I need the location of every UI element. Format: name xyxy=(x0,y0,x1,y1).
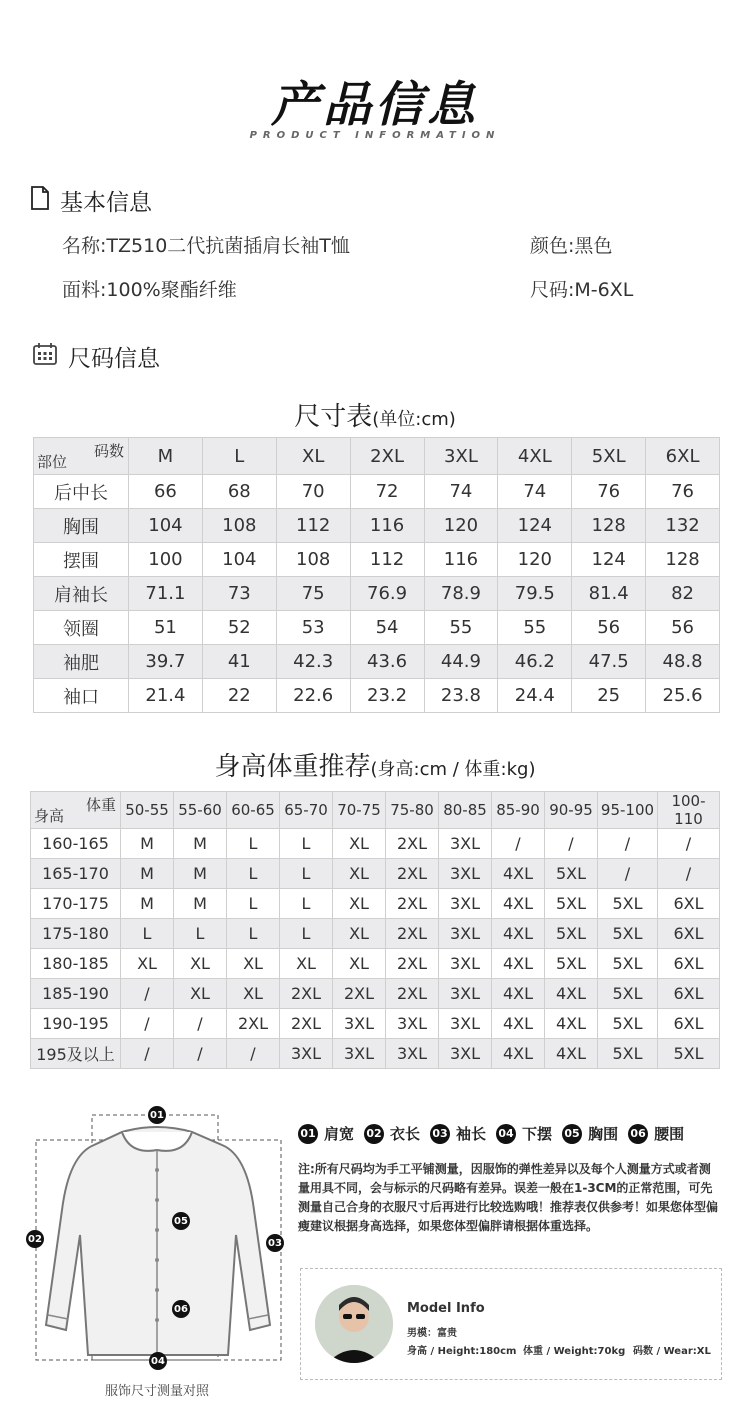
table-cell: 5XL xyxy=(598,949,658,979)
table-row xyxy=(31,1009,720,1039)
model-height: 身高 / Height:180cm xyxy=(407,1346,517,1357)
table-cell: 47.5 xyxy=(572,645,646,679)
table-cell: L xyxy=(280,889,333,919)
table-cell: 5XL xyxy=(545,859,598,889)
table-cell: XL xyxy=(121,949,174,979)
row-label: 170-175 xyxy=(31,889,121,919)
marker-05: 05 xyxy=(172,1212,190,1230)
table-cell: 4XL xyxy=(492,919,545,949)
table-cell: 51 xyxy=(129,611,203,645)
table-cell: L xyxy=(280,919,333,949)
corner-label-bottom: 部位 xyxy=(37,453,68,471)
table-cell: 52 xyxy=(202,611,276,645)
table-cell: / xyxy=(227,1039,280,1069)
table-cell: 116 xyxy=(350,509,424,543)
table-cell: 43.6 xyxy=(350,645,424,679)
column-header: 90-95 xyxy=(545,792,598,829)
table-cell: 2XL xyxy=(333,979,386,1009)
table-cell: 3XL xyxy=(280,1039,333,1069)
table-cell: 39.7 xyxy=(129,645,203,679)
table-cell: 4XL xyxy=(492,1039,545,1069)
measurement-note: 注:所有尺码均为手工平铺测量，因服饰的弹性差异以及每个人测量方式或者测量用具不同，会与标示的尺码略有差异。误差一般在1-3CM的正常范围，可先测量自己合身的衣服尺寸后再进行比较选购哦！推荐表仅供参考！如果您体型偏瘦建议根据身高选择，如果您体型偏胖请根据体重选择。 xyxy=(298,1162,719,1233)
marker-04: 04 xyxy=(149,1352,167,1370)
table-cell: M xyxy=(121,829,174,859)
table-cell: M xyxy=(121,859,174,889)
table-row xyxy=(34,679,720,713)
table-cell: 128 xyxy=(646,543,720,577)
product-color: 颜色:黑色 xyxy=(530,235,613,257)
diagram-caption: 服饰尺寸测量对照 xyxy=(104,1384,209,1399)
table-cell: 3XL xyxy=(439,829,492,859)
table-cell: / xyxy=(121,1009,174,1039)
table-row xyxy=(31,889,720,919)
corner-label-top: 体重 xyxy=(85,796,116,814)
table-cell: 128 xyxy=(572,509,646,543)
table-cell: 2XL xyxy=(386,949,439,979)
table-cell: 82 xyxy=(646,577,720,611)
table-cell: L xyxy=(227,919,280,949)
table-cell: 56 xyxy=(572,611,646,645)
row-label: 肩袖长 xyxy=(34,577,129,611)
table-cell: 108 xyxy=(202,509,276,543)
table-cell: 76 xyxy=(572,475,646,509)
table-cell: 56 xyxy=(646,611,720,645)
row-label: 胸围 xyxy=(34,509,129,543)
table-cell: / xyxy=(598,859,658,889)
table-cell: 6XL xyxy=(658,889,720,919)
table-row xyxy=(31,829,720,859)
table-cell: / xyxy=(658,829,720,859)
row-label: 180-185 xyxy=(31,949,121,979)
table-cell: 5XL xyxy=(658,1039,720,1069)
table-cell: 3XL xyxy=(439,949,492,979)
table-cell: 54 xyxy=(350,611,424,645)
table-cell: 112 xyxy=(276,509,350,543)
table-cell: 3XL xyxy=(386,1039,439,1069)
size-table-unit: (单位:cm) xyxy=(372,409,456,430)
table-cell: 2XL xyxy=(386,859,439,889)
table-cell: / xyxy=(174,1009,227,1039)
rec-table-unit: (身高:cm / 体重:kg) xyxy=(370,759,536,780)
table-cell: / xyxy=(492,829,545,859)
table-cell: 46.2 xyxy=(498,645,572,679)
table-cell: 3XL xyxy=(439,919,492,949)
basic-info-title: 基本信息 xyxy=(60,190,152,216)
table-cell: 3XL xyxy=(439,889,492,919)
row-label: 袖肥 xyxy=(34,645,129,679)
table-cell: XL xyxy=(227,979,280,1009)
legend-item: 02 衣长 xyxy=(364,1123,420,1144)
table-cell: 132 xyxy=(646,509,720,543)
table-cell: 24.4 xyxy=(498,679,572,713)
table-cell: 2XL xyxy=(227,1009,280,1039)
table-row xyxy=(34,611,720,645)
shirt-diagram xyxy=(22,1100,292,1380)
table-cell: 48.8 xyxy=(646,645,720,679)
table-cell: L xyxy=(280,829,333,859)
table-cell: 2XL xyxy=(386,829,439,859)
legend-item: 05 胸围 xyxy=(562,1123,618,1144)
table-cell: 53 xyxy=(276,611,350,645)
table-cell: 22.6 xyxy=(276,679,350,713)
marker-01: 01 xyxy=(148,1106,166,1124)
column-header: 2XL xyxy=(350,438,424,475)
table-cell: M xyxy=(174,859,227,889)
table-cell: 4XL xyxy=(545,1009,598,1039)
table-cell: 5XL xyxy=(598,889,658,919)
table-cell: XL xyxy=(227,949,280,979)
table-cell: / xyxy=(598,829,658,859)
table-cell: XL xyxy=(333,919,386,949)
table-cell: 71.1 xyxy=(129,577,203,611)
table-cell: 74 xyxy=(498,475,572,509)
table-cell: 4XL xyxy=(545,1039,598,1069)
table-cell: 25 xyxy=(572,679,646,713)
table-cell: 5XL xyxy=(598,979,658,1009)
row-label: 袖口 xyxy=(34,679,129,713)
table-cell: 3XL xyxy=(333,1039,386,1069)
table-cell: 4XL xyxy=(492,979,545,1009)
table-row xyxy=(31,859,720,889)
legend-num: 02 xyxy=(364,1124,384,1144)
legend-num: 05 xyxy=(562,1124,582,1144)
legend-item: 06 腰围 xyxy=(628,1123,684,1144)
legend-num: 06 xyxy=(628,1124,648,1144)
table-cell: 74 xyxy=(424,475,498,509)
column-header: 80-85 xyxy=(439,792,492,829)
table-header-row xyxy=(31,792,720,829)
row-label: 后中长 xyxy=(34,475,129,509)
table-cell: 6XL xyxy=(658,919,720,949)
table-cell: 2XL xyxy=(386,979,439,1009)
column-header: 5XL xyxy=(572,438,646,475)
column-header: 55-60 xyxy=(174,792,227,829)
row-label: 185-190 xyxy=(31,979,121,1009)
table-cell: / xyxy=(174,1039,227,1069)
table-cell: 4XL xyxy=(492,859,545,889)
row-label: 160-165 xyxy=(31,829,121,859)
page-subtitle: PRODUCT INFORMATION xyxy=(249,130,501,141)
basic-info-heading xyxy=(30,184,152,217)
table-cell: 5XL xyxy=(545,919,598,949)
table-cell: 5XL xyxy=(545,889,598,919)
model-name: 男模：富贵 xyxy=(407,1328,457,1339)
row-label: 175-180 xyxy=(31,919,121,949)
product-size: 尺码:M-6XL xyxy=(530,279,634,301)
row-label: 190-195 xyxy=(31,1009,121,1039)
table-cell: 73 xyxy=(202,577,276,611)
table-cell: / xyxy=(121,979,174,1009)
column-header: 65-70 xyxy=(280,792,333,829)
row-label: 195及以上 xyxy=(31,1039,121,1069)
table-cell: 76.9 xyxy=(350,577,424,611)
table-cell: 2XL xyxy=(386,919,439,949)
table-cell: / xyxy=(545,829,598,859)
column-header: 50-55 xyxy=(121,792,174,829)
table-cell: 3XL xyxy=(439,979,492,1009)
column-header: 6XL xyxy=(646,438,720,475)
table-cell: 120 xyxy=(498,543,572,577)
table-row xyxy=(31,949,720,979)
measurement-diagram xyxy=(22,1100,292,1400)
column-header: 70-75 xyxy=(333,792,386,829)
table-cell: 108 xyxy=(276,543,350,577)
column-header: 75-80 xyxy=(386,792,439,829)
size-info-heading xyxy=(32,340,160,373)
product-name: 名称:TZ510二代抗菌插肩长袖T恤 xyxy=(62,235,350,257)
table-cell: L xyxy=(227,889,280,919)
table-cell: 116 xyxy=(424,543,498,577)
table-corner xyxy=(34,438,129,475)
table-cell: 124 xyxy=(572,543,646,577)
table-cell: 3XL xyxy=(386,1009,439,1039)
column-header: 100-110 xyxy=(658,792,720,829)
table-cell: 44.9 xyxy=(424,645,498,679)
model-info-title: Model Info xyxy=(407,1301,485,1316)
table-cell: 3XL xyxy=(439,1039,492,1069)
table-cell: L xyxy=(227,859,280,889)
measurement-legend xyxy=(298,1123,728,1144)
table-row xyxy=(34,543,720,577)
table-cell: XL xyxy=(174,949,227,979)
table-cell: 2XL xyxy=(280,1009,333,1039)
table-cell: 76 xyxy=(646,475,720,509)
table-cell: 3XL xyxy=(333,1009,386,1039)
column-header: 95-100 xyxy=(598,792,658,829)
model-wear: 码数 / Wear:XL xyxy=(633,1346,711,1357)
table-cell: 23.8 xyxy=(424,679,498,713)
row-label: 165-170 xyxy=(31,859,121,889)
table-row xyxy=(34,475,720,509)
rec-table xyxy=(30,791,720,1069)
table-cell: 2XL xyxy=(280,979,333,1009)
table-cell: 5XL xyxy=(545,949,598,979)
page-title: 产品信息 xyxy=(270,77,479,133)
table-cell: 4XL xyxy=(492,1009,545,1039)
column-header: 85-90 xyxy=(492,792,545,829)
marker-03: 03 xyxy=(266,1234,284,1252)
table-cell: 124 xyxy=(498,509,572,543)
table-cell: 6XL xyxy=(658,979,720,1009)
legend-item: 01 肩宽 xyxy=(298,1123,354,1144)
table-cell: 6XL xyxy=(658,949,720,979)
table-row xyxy=(31,919,720,949)
rec-table-title: 身高体重推荐(身高:cm / 体重:kg) xyxy=(214,752,536,782)
table-cell: 25.6 xyxy=(646,679,720,713)
size-table-title: 尺寸表(单位:cm) xyxy=(294,402,456,432)
table-cell: / xyxy=(121,1039,174,1069)
table-cell: XL xyxy=(280,949,333,979)
table-row xyxy=(31,1039,720,1069)
model-info-card xyxy=(300,1268,722,1380)
column-header: 3XL xyxy=(424,438,498,475)
table-cell: 41 xyxy=(202,645,276,679)
table-row xyxy=(34,645,720,679)
table-cell: 112 xyxy=(350,543,424,577)
table-row xyxy=(34,577,720,611)
table-cell: 66 xyxy=(129,475,203,509)
table-cell: 72 xyxy=(350,475,424,509)
size-info-title: 尺码信息 xyxy=(68,346,160,372)
legend-item: 04 下摆 xyxy=(496,1123,552,1144)
calendar-icon xyxy=(32,342,58,372)
table-cell: 6XL xyxy=(658,1009,720,1039)
table-cell: 5XL xyxy=(598,1009,658,1039)
table-cell: / xyxy=(658,859,720,889)
table-cell: 4XL xyxy=(545,979,598,1009)
table-cell: M xyxy=(121,889,174,919)
model-weight: 体重 / Weight:70kg xyxy=(523,1346,626,1357)
table-cell: 5XL xyxy=(598,919,658,949)
model-avatar xyxy=(315,1285,393,1363)
table-cell: 21.4 xyxy=(129,679,203,713)
table-cell: 68 xyxy=(202,475,276,509)
table-cell: 22 xyxy=(202,679,276,713)
table-row xyxy=(34,509,720,543)
table-cell: M xyxy=(174,829,227,859)
table-cell: 81.4 xyxy=(572,577,646,611)
corner-label-top: 码数 xyxy=(93,442,124,460)
table-row xyxy=(31,979,720,1009)
column-header: 60-65 xyxy=(227,792,280,829)
marker-06: 06 xyxy=(172,1300,190,1318)
table-cell: XL xyxy=(333,829,386,859)
legend-num: 03 xyxy=(430,1124,450,1144)
legend-num: 01 xyxy=(298,1124,318,1144)
table-cell: L xyxy=(174,919,227,949)
table-cell: 104 xyxy=(202,543,276,577)
product-fabric: 面料:100%聚酯纤维 xyxy=(62,279,237,301)
table-cell: 4XL xyxy=(492,889,545,919)
size-table xyxy=(33,437,720,713)
table-cell: 120 xyxy=(424,509,498,543)
table-cell: 42.3 xyxy=(276,645,350,679)
row-label: 领圈 xyxy=(34,611,129,645)
legend-num: 04 xyxy=(496,1124,516,1144)
table-cell: M xyxy=(174,889,227,919)
table-header-row xyxy=(34,438,720,475)
table-corner xyxy=(31,792,121,829)
corner-label-bottom: 身高 xyxy=(34,807,65,825)
table-cell: 79.5 xyxy=(498,577,572,611)
table-cell: L xyxy=(121,919,174,949)
column-header: L xyxy=(202,438,276,475)
table-cell: 104 xyxy=(129,509,203,543)
table-cell: XL xyxy=(174,979,227,1009)
table-cell: 78.9 xyxy=(424,577,498,611)
table-cell: 55 xyxy=(498,611,572,645)
table-cell: 5XL xyxy=(598,1039,658,1069)
table-cell: 55 xyxy=(424,611,498,645)
table-cell: XL xyxy=(333,859,386,889)
legend-item: 03 袖长 xyxy=(430,1123,486,1144)
table-cell: 4XL xyxy=(492,949,545,979)
column-header: 4XL xyxy=(498,438,572,475)
table-cell: XL xyxy=(333,889,386,919)
table-cell: 100 xyxy=(129,543,203,577)
table-cell: L xyxy=(280,859,333,889)
table-cell: 3XL xyxy=(439,1009,492,1039)
table-cell: XL xyxy=(333,949,386,979)
table-cell: L xyxy=(227,829,280,859)
table-cell: 3XL xyxy=(439,859,492,889)
table-cell: 2XL xyxy=(386,889,439,919)
column-header: XL xyxy=(276,438,350,475)
marker-02: 02 xyxy=(26,1230,44,1248)
row-label: 摆围 xyxy=(34,543,129,577)
column-header: M xyxy=(129,438,203,475)
table-cell: 70 xyxy=(276,475,350,509)
table-cell: 23.2 xyxy=(350,679,424,713)
table-cell: 75 xyxy=(276,577,350,611)
document-icon xyxy=(30,186,50,216)
